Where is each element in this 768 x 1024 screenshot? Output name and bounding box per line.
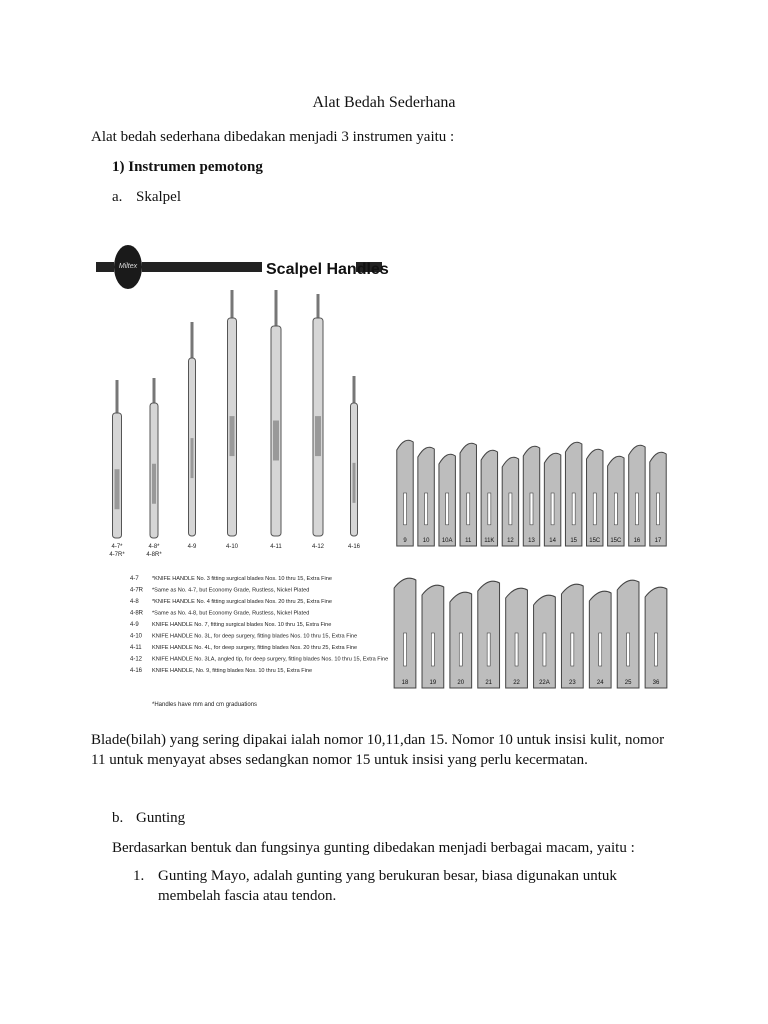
blade-number: 10	[422, 538, 430, 544]
legend-desc: KNIFE HANDLE No. 3L, for deep surgery, fitting blades Nos. 10 thru 15, Extra Fine	[152, 633, 358, 640]
list-item-scalpel	[112, 187, 181, 207]
list-item-text: Gunting	[136, 810, 186, 826]
list-marker: a.	[112, 189, 123, 205]
header-bar-left	[96, 262, 114, 272]
legend-code: 4-10	[130, 633, 143, 640]
blade-slot	[593, 493, 596, 525]
header-bar-mid	[142, 262, 262, 272]
handle-tip	[231, 290, 234, 318]
blade-slot	[488, 493, 491, 525]
blade-slot	[572, 493, 575, 525]
blade-slot	[635, 493, 638, 525]
handle-grip	[353, 463, 356, 503]
legend-code: 4-7	[130, 576, 139, 582]
handle-tip	[317, 294, 320, 318]
blade-slot	[404, 493, 407, 525]
blade-number: 36	[652, 680, 660, 686]
blade-number: 18	[401, 680, 409, 686]
legend-code: 4-7R	[130, 587, 144, 594]
handle-tip	[191, 322, 194, 358]
blade-slot	[487, 633, 490, 666]
list-number: 1.	[133, 868, 145, 884]
blade-number: 12	[507, 538, 514, 544]
legend-desc: *KNIFE HANDLE No. 3 fitting surgical blades Nos. 10 thru 15, Extra Fine	[152, 576, 333, 582]
blade-slot	[614, 493, 617, 525]
list-marker: b.	[112, 810, 124, 826]
handle-grip	[115, 469, 120, 509]
blade-number: 25	[624, 680, 632, 686]
blade-number: 23	[568, 680, 576, 686]
scissors-list-item	[133, 866, 653, 906]
scalpel-handles	[113, 290, 358, 538]
blade-number: 11	[465, 538, 472, 544]
legend-code: 4-12	[130, 656, 143, 663]
blade-slot	[431, 633, 434, 666]
blade-number: 15C	[589, 538, 601, 544]
handle-label: 4-11	[270, 544, 282, 550]
blade-number: 24	[596, 680, 604, 686]
list-item-text: Gunting Mayo, adalah gunting yang berukuran besar, biasa digunakan untuk membelah fascia atau tendon.	[158, 868, 617, 904]
blade-slot	[404, 633, 407, 666]
blade-slot	[655, 633, 658, 666]
blade-number: 22A	[539, 680, 550, 686]
legend-desc: *Same as No. 4-8, but Economy Grade, Rustless, Nickel Plated	[152, 610, 310, 617]
blade-slot	[459, 633, 462, 666]
blade-number: 22	[513, 680, 520, 686]
handle-tip	[153, 378, 156, 403]
blade-slot	[657, 493, 660, 525]
blade-slot	[551, 493, 554, 525]
page-title: Alat Bedah Sederhana	[312, 94, 456, 111]
legend-code: 4-8	[130, 599, 139, 605]
legend-code: 4-11	[130, 645, 142, 651]
legend-code: 4-9	[130, 622, 139, 628]
blade-number: 16	[633, 538, 641, 544]
blade-slot	[425, 493, 428, 525]
handle-tip	[275, 290, 278, 326]
blade-number: 17	[654, 538, 662, 544]
scalpel-figure-svg	[92, 238, 672, 718]
blades-row-2	[394, 578, 667, 688]
blade-slot	[467, 493, 470, 525]
legend-footnote: *Handles have mm and cm graduations	[152, 702, 258, 708]
handle-label: 4-12	[311, 544, 325, 550]
blade-number: 15C	[610, 538, 622, 544]
legend-desc: *Same as No. 4-7, but Economy Grade, Rustless, Nickel Plated	[152, 587, 310, 594]
legend-code: 4-8R	[130, 610, 144, 617]
blade-number: 11K	[484, 538, 495, 544]
legend-desc: KNIFE HANDLE No. 4L, for deep surgery, fitting blades Nos. 20 thru 25, Extra Fine	[152, 645, 358, 651]
section-heading-cutting-instruments: 1) Instrumen pemotong	[112, 159, 263, 175]
handle-grip	[273, 421, 279, 461]
blade-number: 14	[549, 538, 556, 544]
blade-number: 10A	[441, 538, 453, 544]
blade-slot	[509, 493, 512, 525]
handle-label: 4-7*	[111, 544, 123, 550]
handle-grip	[315, 416, 321, 456]
list-item-text: Skalpel	[136, 189, 181, 205]
blade-number: 19	[429, 680, 437, 686]
figure-title: Scalpel Handles	[266, 261, 389, 278]
blade-slot	[515, 633, 518, 666]
handle-label: 4-16	[347, 544, 361, 550]
blade-number: 13	[528, 538, 535, 544]
blade-slot	[599, 633, 602, 666]
legend-code: 4-16	[130, 668, 143, 674]
handle-labels	[109, 544, 360, 558]
blade-slot	[530, 493, 533, 525]
handle-legend	[130, 576, 388, 674]
scissors-intro-paragraph: Berdasarkan bentuk dan fungsinya gunting dibedakan menjadi berbagai macam, yaitu :	[112, 840, 635, 856]
legend-desc: KNIFE HANDLE No. 7, fitting surgical blades Nos. 10 thru 15, Extra Fine	[152, 622, 332, 628]
blade-slot	[446, 493, 449, 525]
handle-label: 4-8*	[148, 544, 160, 550]
legend-desc: KNIFE HANDLE No. 3LA, angled tip, for deep surgery, fitting blades Nos. 10 thru 15, Extra Fine	[152, 656, 389, 663]
scalpel-figure	[92, 238, 672, 718]
list-item-scissors	[112, 808, 185, 828]
handle-label: 4-8R*	[146, 552, 162, 558]
logo-text: Miltex	[118, 263, 138, 270]
blades-row-1	[397, 440, 666, 546]
blade-number: 21	[485, 680, 493, 686]
blade-number: 9	[403, 538, 407, 544]
legend-desc: *KNIFE HANDLE No. 4 fitting surgical blades Nos. 20 thru 25, Extra Fine	[152, 599, 333, 605]
handle-label: 4-7R*	[109, 552, 125, 558]
handle-label: 4-9	[187, 544, 197, 550]
handle-label: 4-10	[225, 544, 239, 550]
handle-grip	[230, 416, 235, 456]
handle-grip	[152, 464, 156, 504]
blade-note-paragraph: Blade(bilah) yang sering dipakai ialah nomor 10,11,dan 15. Nomor 10 untuk insisi kulit, nomor 11 untuk menyayat abses sedangkan nomor 15 untuk insisi yang perlu kecermatan.	[91, 732, 665, 768]
handle-tip	[353, 376, 356, 403]
blade-slot	[627, 633, 630, 666]
legend-desc: KNIFE HANDLE, No. 9, fitting blades Nos. 10 thru 15, Extra Fine	[152, 668, 313, 674]
blade-number: 15	[570, 538, 578, 544]
handle-grip	[191, 438, 194, 478]
blade-number: 20	[457, 680, 465, 686]
intro-paragraph: Alat bedah sederhana dibedakan menjadi 3 instrumen yaitu :	[91, 129, 455, 145]
blade-slot	[571, 633, 574, 666]
handle-tip	[116, 380, 119, 413]
blade-slot	[543, 633, 546, 666]
